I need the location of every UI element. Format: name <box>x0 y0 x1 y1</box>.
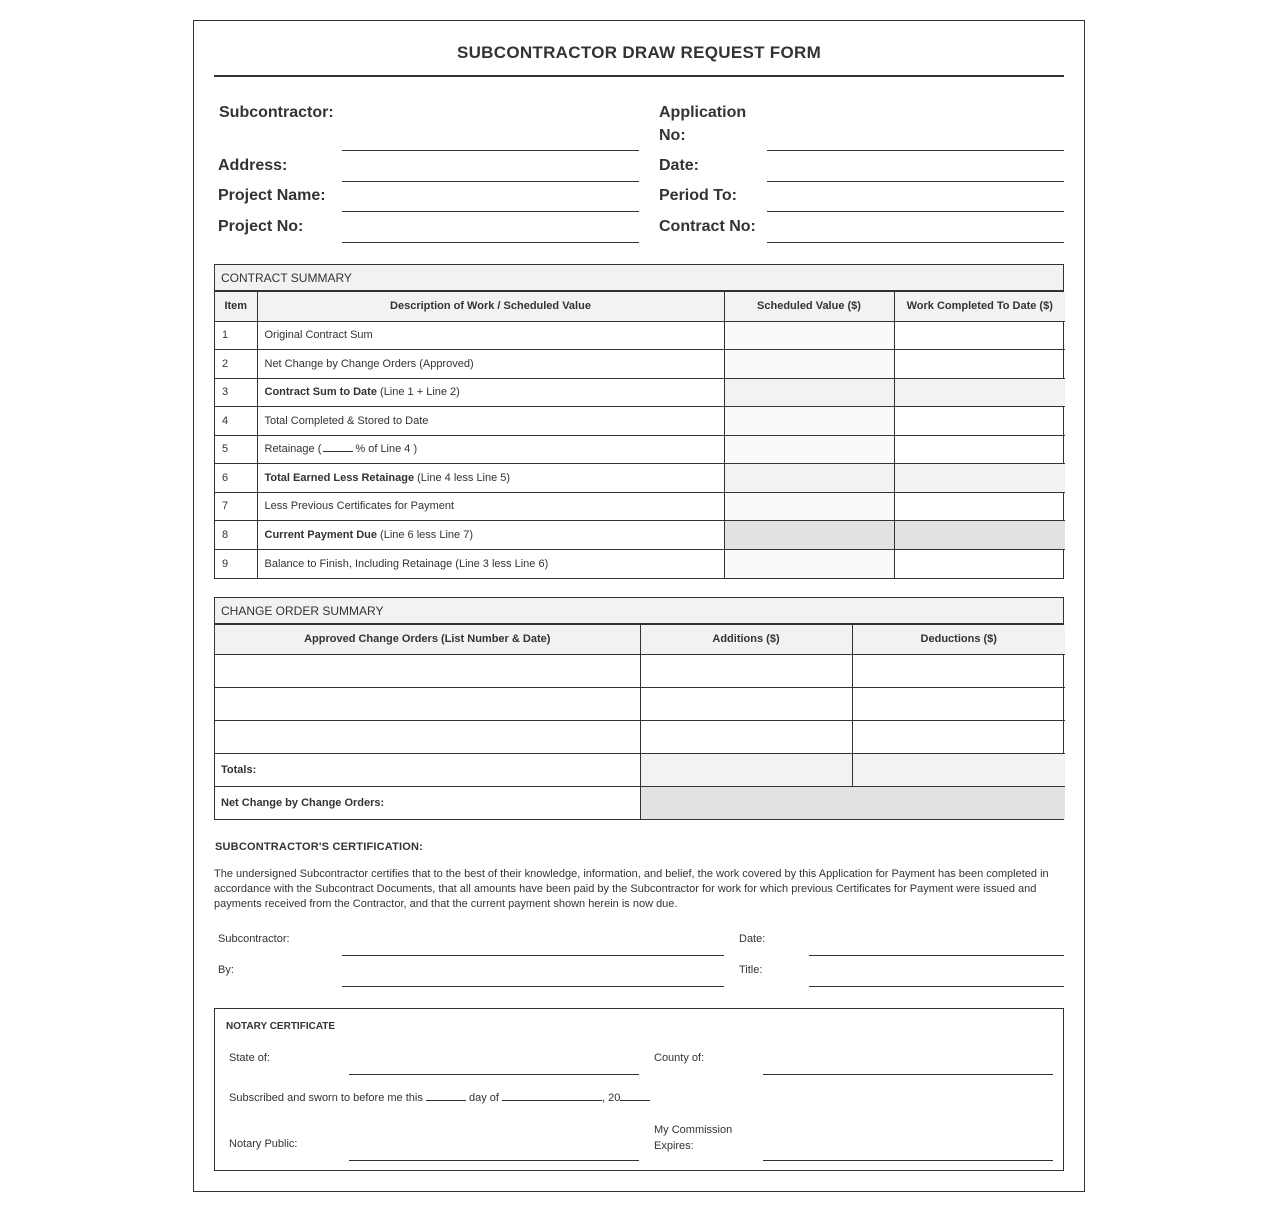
cert-date-field-line[interactable] <box>809 955 1064 956</box>
row-description <box>257 350 724 379</box>
row-description <box>257 378 724 407</box>
sworn-prefix: Subscribed and sworn to before me this <box>229 1092 423 1104</box>
table-row <box>215 720 1065 753</box>
column-header-item: Item <box>215 292 257 321</box>
table-row <box>215 549 1065 578</box>
cert-date-label: Date: <box>739 933 766 945</box>
work-completed-cell[interactable] <box>894 378 1065 407</box>
row-description <box>257 435 724 464</box>
row-description-bold: Current Payment Due <box>264 528 377 541</box>
work-completed-cell[interactable] <box>894 492 1065 521</box>
additions-total-cell[interactable] <box>640 753 852 786</box>
row-description <box>257 549 724 578</box>
table-row <box>215 492 1065 521</box>
period-to-field-line[interactable] <box>767 211 1064 212</box>
scheduled-value-cell[interactable] <box>724 549 894 578</box>
contract-no-label: Contract No: <box>659 218 756 235</box>
scheduled-value-cell[interactable] <box>724 321 894 350</box>
project-name-label: Project Name: <box>218 187 326 204</box>
row-description <box>257 407 724 436</box>
deductions-cell[interactable] <box>852 654 1065 687</box>
row-description-text: Total Completed & Stored to Date <box>264 414 429 427</box>
form-sheet <box>193 20 1085 1192</box>
deductions-cell[interactable] <box>852 687 1065 720</box>
row-description-bold: Total Earned Less Retainage <box>264 471 415 484</box>
retainage-suffix: % of Line 4 ) <box>355 443 418 456</box>
row-description-text: (Line 1 + Line 2) <box>376 386 460 399</box>
address-label: Address: <box>218 157 288 174</box>
row-description-text: Original Contract Sum <box>264 329 373 342</box>
row-item-number: 3 <box>215 378 257 407</box>
row-description <box>257 464 724 493</box>
period-to-label: Period To: <box>659 187 737 204</box>
notary-public-field-line[interactable] <box>349 1160 639 1161</box>
certification-title: SUBCONTRACTOR'S CERTIFICATION: <box>215 841 424 853</box>
work-completed-cell[interactable] <box>894 407 1065 436</box>
project-no-field-line[interactable] <box>342 242 639 243</box>
cert-by-label: By: <box>218 964 234 976</box>
form-title: SUBCONTRACTOR DRAW REQUEST FORM <box>214 41 1064 77</box>
deductions-cell[interactable] <box>852 720 1065 753</box>
column-header-approved-change-orders: Approved Change Orders (List Number & Date) <box>215 625 640 654</box>
work-completed-cell[interactable] <box>894 321 1065 350</box>
row-description-text: Balance to Finish, Including Retainage (Line 3 less Line 6) <box>264 557 549 570</box>
cert-title-label: Title: <box>739 964 763 976</box>
change-order-summary-box <box>214 597 1064 820</box>
row-description <box>257 492 724 521</box>
change-order-table <box>215 625 1065 819</box>
notary-title: NOTARY CERTIFICATE <box>226 1021 336 1032</box>
sworn-month-blank[interactable] <box>502 1091 602 1101</box>
scheduled-value-cell[interactable] <box>724 435 894 464</box>
work-completed-cell[interactable] <box>894 549 1065 578</box>
table-row <box>215 350 1065 379</box>
commission-label-line-2: Expires: <box>654 1140 694 1152</box>
application-no-label: Application No: <box>659 104 747 144</box>
row-description <box>257 321 724 350</box>
column-header-scheduled-value: Scheduled Value ($) <box>724 292 894 321</box>
change-order-summary-title: CHANGE ORDER SUMMARY <box>215 598 1063 625</box>
net-change-label: Net Change by Change Orders: <box>215 786 640 819</box>
date-field-line[interactable] <box>767 181 1064 182</box>
row-item-number: 9 <box>215 549 257 578</box>
subcontractor-label: Subcontractor: <box>219 104 334 121</box>
table-row <box>215 521 1065 550</box>
row-description-text: (Line 6 less Line 7) <box>376 528 473 541</box>
column-header-deductions: Deductions ($) <box>852 625 1065 654</box>
scheduled-value-cell[interactable] <box>724 378 894 407</box>
row-item-number: 2 <box>215 350 257 379</box>
column-header-description: Description of Work / Scheduled Value <box>257 292 724 321</box>
row-item-number: 7 <box>215 492 257 521</box>
state-field-line[interactable] <box>349 1074 639 1075</box>
table-row <box>215 321 1065 350</box>
scheduled-value-cell[interactable] <box>724 464 894 493</box>
retainage-percent-blank[interactable] <box>323 451 353 452</box>
row-description-text: Retainage ( <box>264 443 322 456</box>
change-order-cell[interactable] <box>215 687 640 720</box>
sworn-statement <box>229 1091 650 1104</box>
commission-expires-label <box>654 1122 732 1154</box>
row-item-number: 4 <box>215 407 257 436</box>
additions-cell[interactable] <box>640 687 852 720</box>
work-completed-cell[interactable] <box>894 435 1065 464</box>
county-label: County of: <box>654 1052 705 1064</box>
scheduled-value-cell[interactable] <box>724 492 894 521</box>
table-row <box>215 687 1065 720</box>
scheduled-value-cell[interactable] <box>724 407 894 436</box>
address-field-line[interactable] <box>342 181 639 182</box>
contract-summary-table <box>215 292 1065 578</box>
subcontractor-field-line[interactable] <box>342 150 639 151</box>
scheduled-value-cell[interactable] <box>724 521 894 550</box>
sworn-day-text: day of <box>468 1092 499 1104</box>
row-item-number: 6 <box>215 464 257 493</box>
column-header-work-completed: Work Completed To Date ($) <box>894 292 1065 321</box>
row-item-number: 5 <box>215 435 257 464</box>
scheduled-value-cell[interactable] <box>724 350 894 379</box>
contract-no-field-line[interactable] <box>767 242 1064 243</box>
cert-by-field-line[interactable] <box>342 986 724 987</box>
county-field-line[interactable] <box>763 1074 1053 1075</box>
sworn-year-text: , 20 <box>601 1092 621 1104</box>
state-label: State of: <box>229 1052 270 1064</box>
net-change-row <box>215 786 1065 819</box>
additions-cell[interactable] <box>640 654 852 687</box>
deductions-total-cell[interactable] <box>852 753 1065 786</box>
row-description-bold: Contract Sum to Date <box>264 386 377 399</box>
row-item-number: 1 <box>215 321 257 350</box>
work-completed-cell[interactable] <box>894 464 1065 493</box>
totals-row <box>215 753 1065 786</box>
row-description <box>257 521 724 550</box>
column-header-additions: Additions ($) <box>640 625 852 654</box>
row-description-text: Less Previous Certificates for Payment <box>264 500 455 513</box>
work-completed-cell[interactable] <box>894 350 1065 379</box>
cert-subcontractor-field-line[interactable] <box>342 955 724 956</box>
net-change-cell[interactable] <box>640 786 1065 819</box>
cert-title-field-line[interactable] <box>809 986 1064 987</box>
change-order-cell[interactable] <box>215 654 640 687</box>
cert-subcontractor-label: Subcontractor: <box>218 933 290 945</box>
project-name-field-line[interactable] <box>342 211 639 212</box>
sworn-day-blank[interactable] <box>426 1091 466 1101</box>
contract-summary-box <box>214 264 1064 579</box>
commission-expires-field-line[interactable] <box>763 1160 1053 1161</box>
work-completed-cell[interactable] <box>894 521 1065 550</box>
table-row <box>215 407 1065 436</box>
table-row <box>215 378 1065 407</box>
row-item-number: 8 <box>215 521 257 550</box>
sworn-year-blank[interactable] <box>620 1091 650 1101</box>
table-row <box>215 435 1065 464</box>
contract-summary-title: CONTRACT SUMMARY <box>215 265 1063 292</box>
notary-public-label: Notary Public: <box>229 1138 298 1150</box>
additions-cell[interactable] <box>640 720 852 753</box>
row-description-text: Net Change by Change Orders (Approved) <box>264 357 474 370</box>
notary-certificate-box <box>214 1008 1064 1171</box>
table-row <box>215 654 1065 687</box>
row-description-text: (Line 4 less Line 5) <box>414 471 511 484</box>
application-no-field-line[interactable] <box>767 150 1064 151</box>
totals-label: Totals: <box>215 753 640 786</box>
date-label: Date: <box>659 157 700 174</box>
commission-label-line-1: My Commission <box>654 1124 733 1136</box>
table-row <box>215 464 1065 493</box>
project-no-label: Project No: <box>218 218 304 235</box>
certification-text: The undersigned Subcontractor certifies that to the best of their knowledge, information, and belief, the work covered by this Application for Payment has been completed in accordance with the Subcontract Documents, that all amounts have been paid by the Subcontractor for work for which previous Certificates for Payment were issued and payments received from the Contractor, and that the current payment shown herein is now due. <box>214 868 1049 910</box>
change-order-cell[interactable] <box>215 720 640 753</box>
